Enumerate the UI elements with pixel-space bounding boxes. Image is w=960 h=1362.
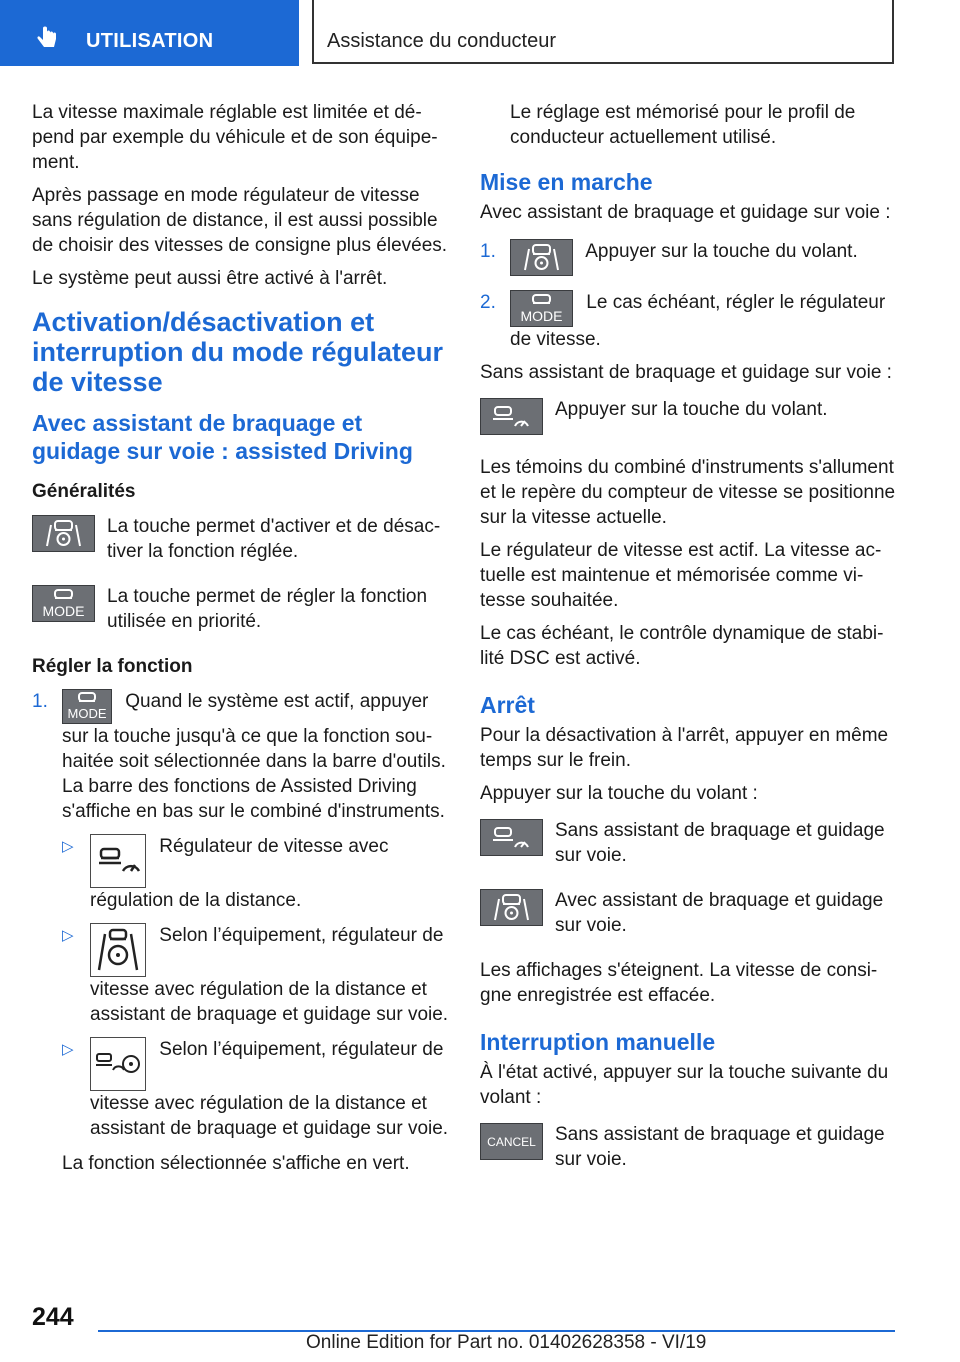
cancel-button-icon [480,1123,543,1160]
bullet-text: Selon l’équipement, régulateur de vitesse avec régulation de la distance et assistant de braquage et guidage sur voie. [90,1039,449,1139]
mode-label: MODE [67,706,107,721]
paragraph: Appuyer sur la touche du volant : [480,783,758,804]
right-column [480,100,900,1192]
arret-text-2: Avec assistant de braquage et guidage sur voie. [555,890,884,936]
mode-label: MODE [42,603,85,619]
step-extra: La barre des fonctions de Assisted Driving s'affiche en bas sur le combiné d'instruments. [62,776,445,822]
general-item-2 [32,584,450,634]
paragraph: Sans assistant de braquage et guidage sur voie : [480,362,892,383]
paragraph: Avec assistant de braquage et guidage sur voie : [480,202,891,223]
arret-item-1 [480,818,900,868]
bullet-text: Selon l’équipement, régulateur de vitesse avec régulation de la distance et assistant de braquage et guidage sur voie. [90,925,449,1025]
distance-steering-icon [90,1037,146,1091]
interruption-item-1 [480,1122,900,1172]
interruption-text-1: Sans assistant de braquage et guidage sur voie. [555,1124,885,1170]
paragraph: Les témoins du combiné d'instruments s'allument et le repère du compteur de vitesse se positionne sur la vitesse actuelle. [480,457,896,528]
paragraph: La vitesse maximale réglable est limitée et dépend par exemple du véhicule et de son équipement. [32,102,438,173]
step-1 [32,689,450,824]
bullet-item-2 [62,923,450,1027]
mode-button-icon [32,585,95,622]
heading-generalites: Généralités [32,481,136,502]
paragraph: À l'état activé, appuyer sur la touche suivante du volant : [480,1062,889,1108]
bullet-triangle-icon: ▷ [62,838,74,855]
left-column [32,100,450,1184]
mode-label: MODE [520,308,563,324]
chapter-tab [0,0,299,66]
mode-button-icon [510,290,573,327]
step-number: 1. [32,691,48,712]
paragraph: Le système peut aussi être activé à l'arrêt. [32,268,388,289]
paragraph: Le cas échéant, le contrôle dynamique de stabilité DSC est activé. [480,623,884,669]
bullet-text: Régulateur de vitesse avec régulation de la distance. [90,836,389,911]
section-title: Assistance du conducteur [327,30,557,52]
assist-steering-button-icon [480,889,543,926]
step-2 [480,290,900,352]
step-number: 2. [480,292,496,313]
paragraph: Après passage en mode régulateur de vitesse sans régulation de distance, il est aussi possible de choisir des vitesses de consigne plus élevées. [32,185,448,256]
step-1 [480,239,900,276]
heading-interruption: Interruption manuelle [480,1029,716,1055]
steering-assist-icon [90,923,146,977]
step-text: Le cas échéant, régler le régulateur de vitesse. [510,292,886,350]
section-tab [312,0,894,64]
bullet-triangle-icon: ▷ [62,927,74,944]
step-text: Appuyer sur la touche du volant. [585,241,858,262]
paragraph: Le régulateur de vitesse est actif. La vitesse actuelle est maintenue et mémorisée comme vitesse souhaitée. [480,540,882,611]
heading-mise-en-marche: Mise en marche [480,169,653,195]
press-wheel-text: Appuyer sur la touche du volant. [555,399,828,420]
general-text-1: La touche permet d'activer et de désactiver la fonction réglée. [107,516,441,562]
page-number: 244 [32,1303,74,1331]
heading-arret: Arrêt [480,692,535,718]
paragraph: Les affichages s'éteignent. La vitesse de consigne enregistrée est effacée. [480,960,878,1006]
press-wheel-item [480,397,900,435]
assist-steering-button-icon [510,239,573,276]
bullet-triangle-icon: ▷ [62,1041,74,1058]
general-item-1 [32,514,450,564]
general-text-2: La touche permet de régler la fonction utilisée en priorité. [107,586,428,632]
bullet-item-3 [62,1037,450,1141]
closing-text: La fonction sélectionnée s'affiche en vert. [62,1153,410,1174]
paragraph: Pour la désactivation à l'arrêt, appuyer en même temps sur le frein. [480,725,889,771]
heading-assisted-driving: Avec assistant de braquage et guidage sur voie : assisted Driving [32,410,413,464]
mode-button-icon [62,689,112,724]
distance-control-icon [90,834,146,888]
paragraph: Le réglage est mémorisé pour le profil de conducteur actuellement utilisé. [510,102,856,148]
step-number: 1. [480,241,496,262]
chapter-title: UTILISATION [86,30,214,52]
cancel-label: CANCEL [487,1135,536,1149]
arret-item-2 [480,888,900,938]
distance-control-button-icon [480,398,543,435]
hand-pointer-icon [34,26,60,52]
footer-edition: Online Edition for Part no. 01402628358 - VI/19 [306,1332,707,1353]
distance-control-button-icon [480,819,543,856]
step-text: Quand le système est actif, appuyer sur la touche jusqu'à ce que la fonction souhaitée soit sélectionnée dans la barre d'outils. [62,691,446,772]
arret-text-1: Sans assistant de braquage et guidage sur voie. [555,820,885,866]
page-header [0,0,960,66]
bullet-item-1 [62,834,450,913]
heading-activation: Activation/désactivation et interruption du mode régulateur de vitesse [32,307,444,397]
assist-steering-button-icon [32,515,95,552]
heading-regler: Régler la fonction [32,656,193,677]
